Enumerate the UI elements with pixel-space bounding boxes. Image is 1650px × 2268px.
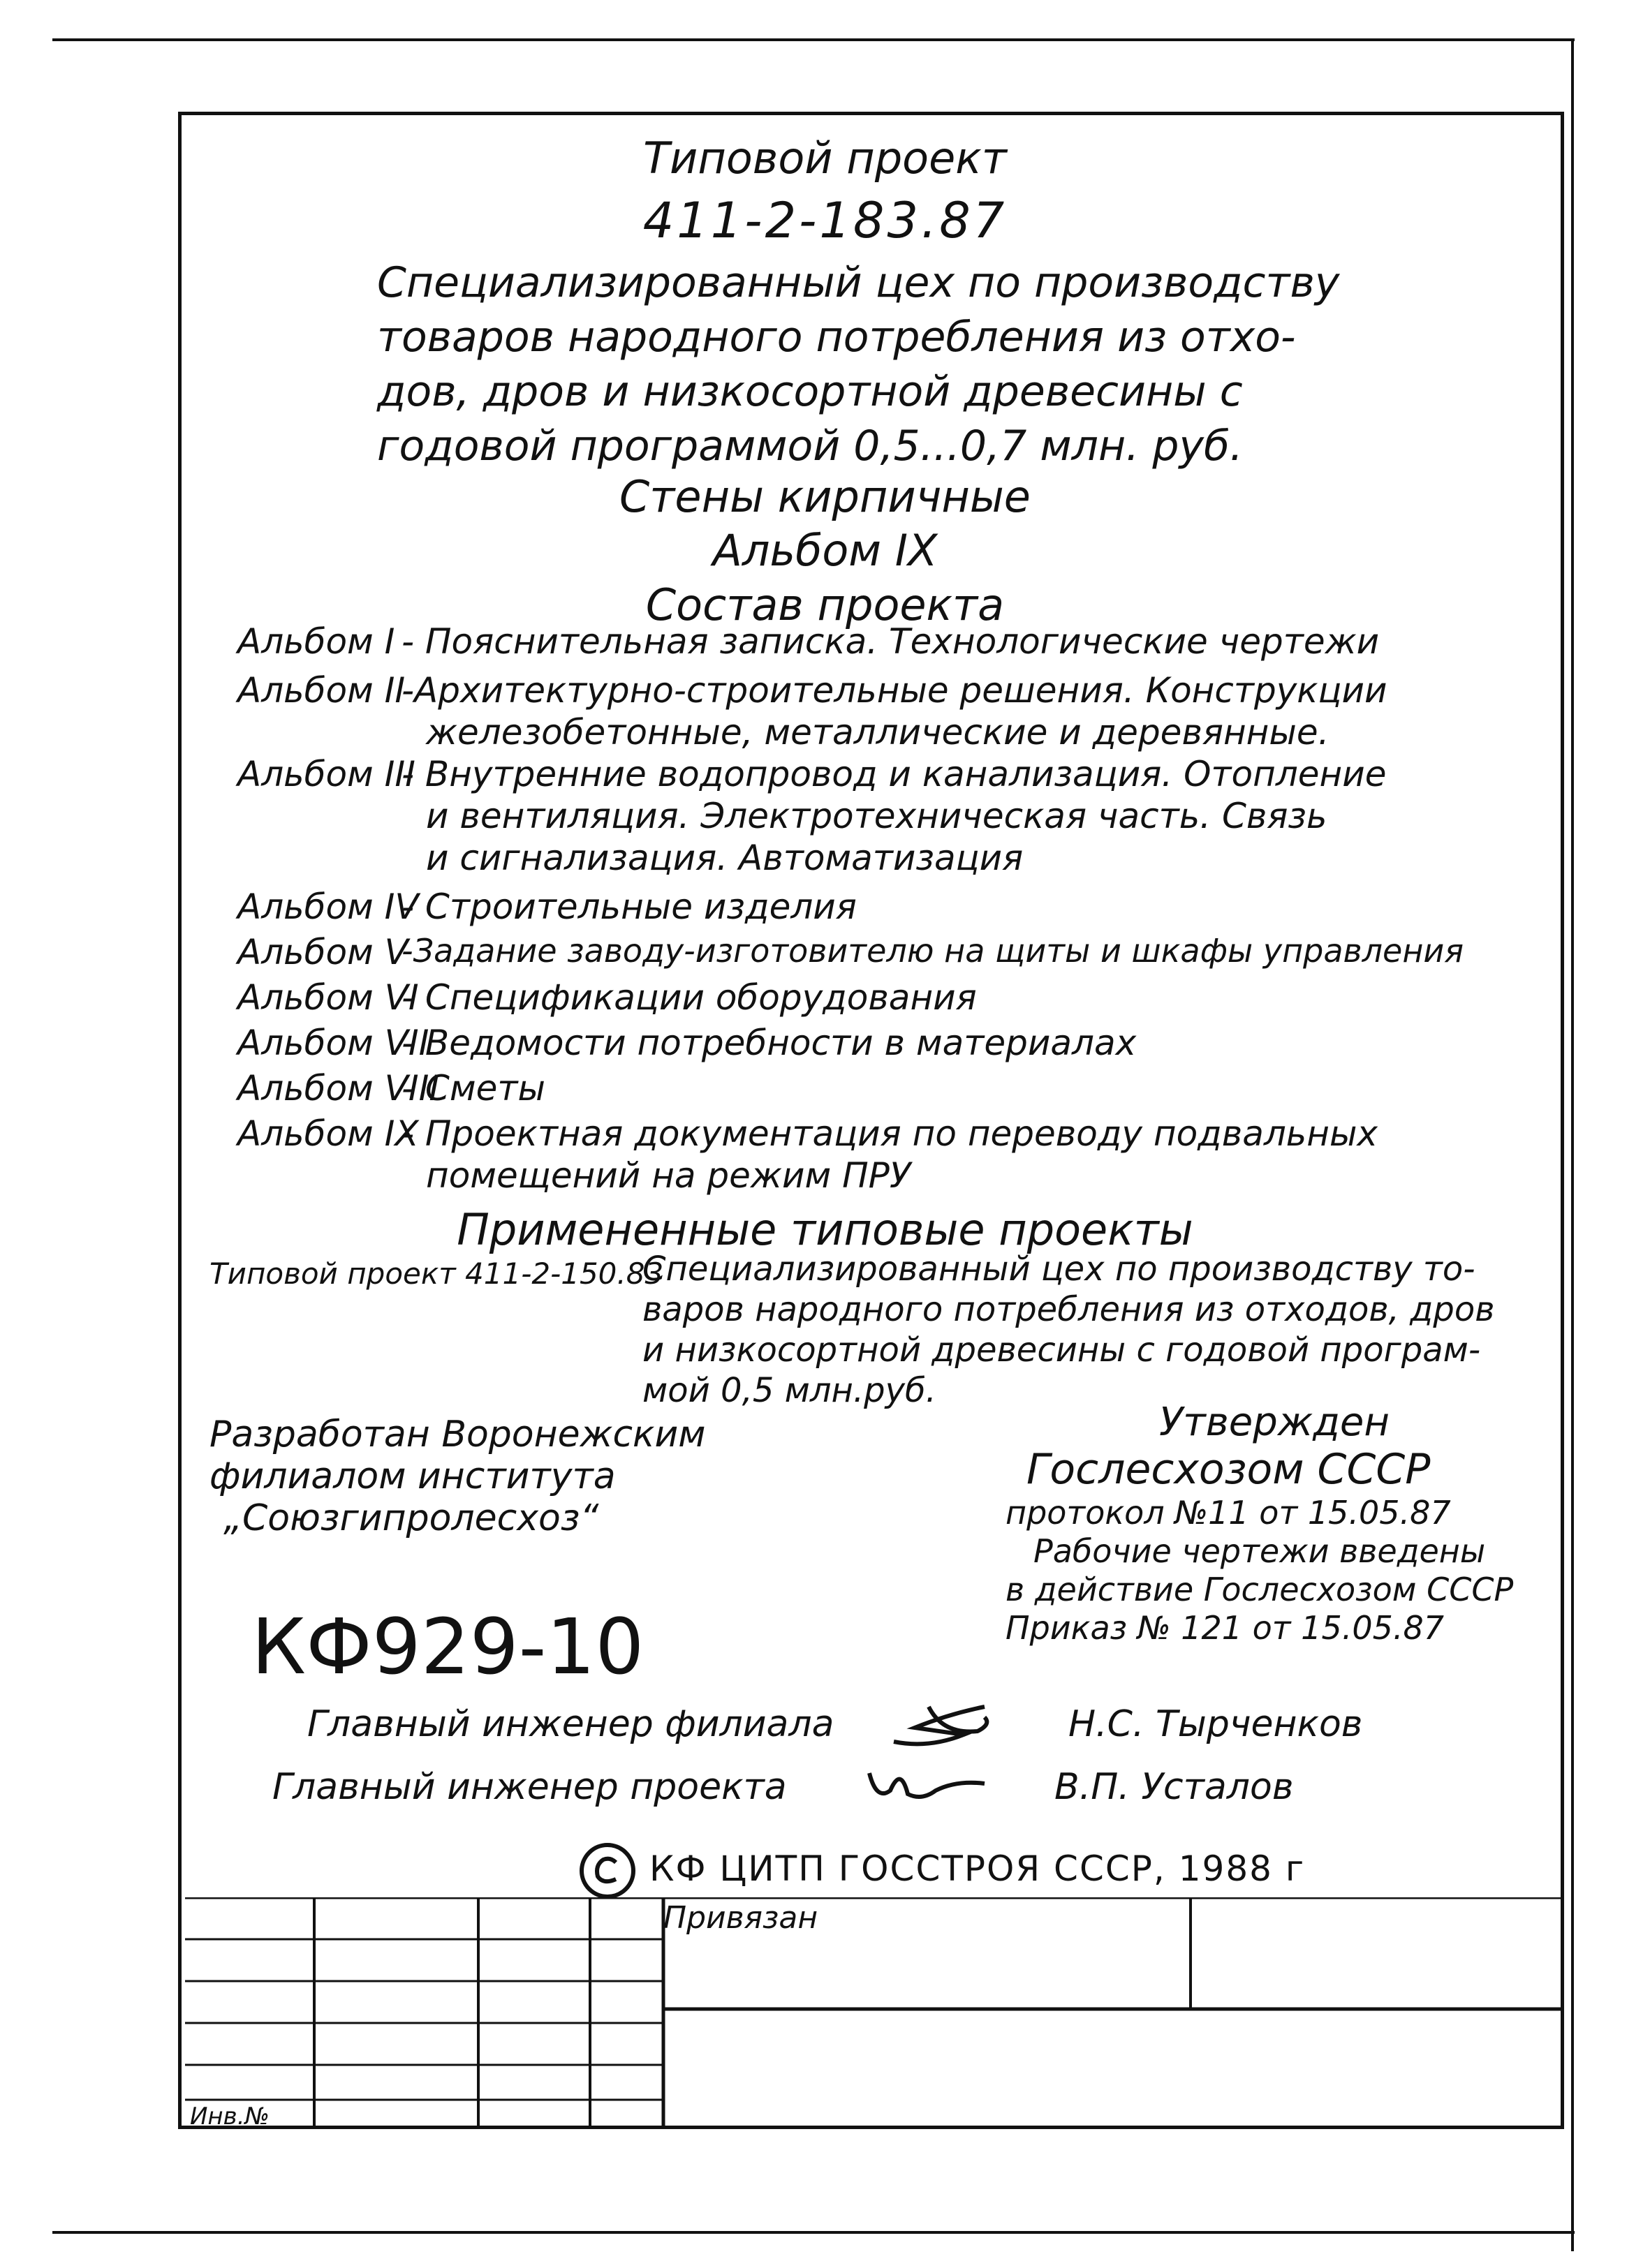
album-label: Альбом V bbox=[237, 932, 408, 972]
attached-label: Привязан bbox=[663, 1900, 818, 1936]
approved-line: в действие Гослесхозом СССР bbox=[1006, 1571, 1514, 1608]
applied-line: и низкосортной древесины с годовой програм- bbox=[642, 1331, 1481, 1370]
applied-heading: Примененные типовые проекты bbox=[457, 1204, 1193, 1255]
approved-line: Утвержден bbox=[1159, 1400, 1390, 1445]
approved-line: Приказ № 121 от 15.05.87 bbox=[1006, 1609, 1445, 1647]
page-bottom-rule bbox=[52, 2231, 1575, 2234]
album-desc: и сигнализация. Автоматизация bbox=[426, 838, 1024, 878]
album-desc: - Ведомости потребности в материалах bbox=[402, 1023, 1137, 1063]
walls-heading: Стены кирпичные bbox=[619, 471, 1031, 522]
description-line: Специализированный цех по производству bbox=[377, 258, 1340, 307]
document-code: КФ929-10 bbox=[251, 1602, 644, 1691]
album-desc: - Пояснительная записка. Технологические чертежи bbox=[402, 621, 1380, 662]
signature-name: В.П. Усталов bbox=[1054, 1766, 1294, 1808]
applied-line: варов народного потребления из отходов, дров bbox=[642, 1290, 1495, 1329]
copyright-icon bbox=[580, 1843, 635, 1899]
album-desc: -Задание заводу-изготовителю на щиты и шкафы управления bbox=[402, 932, 1464, 970]
album-label: Альбом VII bbox=[237, 1023, 429, 1063]
signature-name: Н.С. Тырченков bbox=[1068, 1703, 1363, 1745]
album-label: Альбом II bbox=[237, 670, 406, 711]
album-label: Альбом VI bbox=[237, 977, 419, 1018]
project-number: 411-2-183.87 bbox=[642, 192, 1008, 249]
composition-heading: Состав проекта bbox=[645, 579, 1005, 630]
applied-ref: Типовой проект 411-2-150.83 bbox=[209, 1257, 664, 1291]
signature-role: Главный инженер филиала bbox=[307, 1703, 834, 1745]
album-desc: - Спецификации оборудования bbox=[402, 977, 977, 1018]
page-right-rule bbox=[1571, 38, 1574, 2251]
album-desc: и вентиляция. Электротехническая часть. Связь bbox=[426, 796, 1327, 836]
album-label: Альбом VIII bbox=[237, 1068, 440, 1109]
album-desc: - Строительные изделия bbox=[402, 887, 857, 927]
description-line: дов, дров и низкосортной древесины с bbox=[377, 367, 1243, 416]
approved-line: Рабочие чертежи введены bbox=[1033, 1532, 1486, 1570]
album-desc: -Архитектурно-строительные решения. Конструкции bbox=[402, 670, 1387, 711]
album-heading: Альбом IX bbox=[712, 525, 938, 576]
applied-line: мой 0,5 млн.руб. bbox=[642, 1371, 936, 1410]
page-top-rule bbox=[52, 38, 1575, 41]
signature-mark-2 bbox=[859, 1752, 999, 1815]
developed-line: Разработан Воронежским bbox=[209, 1414, 706, 1455]
doc-title: Типовой проект bbox=[643, 133, 1007, 184]
inventory-label: Инв.№ bbox=[190, 2103, 270, 2130]
developed-line: филиалом института bbox=[209, 1455, 616, 1497]
description-line: товаров народного потребления из отхо- bbox=[377, 313, 1296, 362]
album-label: Альбом IV bbox=[237, 887, 419, 927]
description-line: годовой программой 0,5...0,7 млн. руб. bbox=[377, 422, 1244, 470]
signature-mark-1 bbox=[887, 1693, 1006, 1756]
approved-line: Гослесхозом СССР bbox=[1026, 1445, 1431, 1494]
developed-line: „Союзгипролесхоз“ bbox=[223, 1497, 599, 1539]
album-label: Альбом III bbox=[237, 754, 415, 794]
album-desc: - Внутренние водопровод и канализация. Отопление bbox=[402, 754, 1387, 794]
applied-line: Специализированный цех по производству то- bbox=[642, 1250, 1475, 1289]
album-desc: - Проектная документация по переводу подвальных bbox=[402, 1113, 1378, 1154]
album-desc: железобетонные, металлические и деревянные. bbox=[426, 712, 1329, 753]
album-desc: помещений на режим ПРУ bbox=[426, 1155, 911, 1196]
approved-line: протокол №11 от 15.05.87 bbox=[1006, 1494, 1451, 1532]
album-desc: - Сметы bbox=[402, 1068, 545, 1109]
title-block-grid bbox=[185, 1897, 1564, 2129]
album-label: Альбом I bbox=[237, 621, 395, 662]
album-label: Альбом IX bbox=[237, 1113, 419, 1154]
copyright-text: КФ ЦИТП ГОССТРОЯ СССР, 1988 г bbox=[649, 1848, 1306, 1889]
signature-role: Главный инженер проекта bbox=[272, 1766, 787, 1808]
